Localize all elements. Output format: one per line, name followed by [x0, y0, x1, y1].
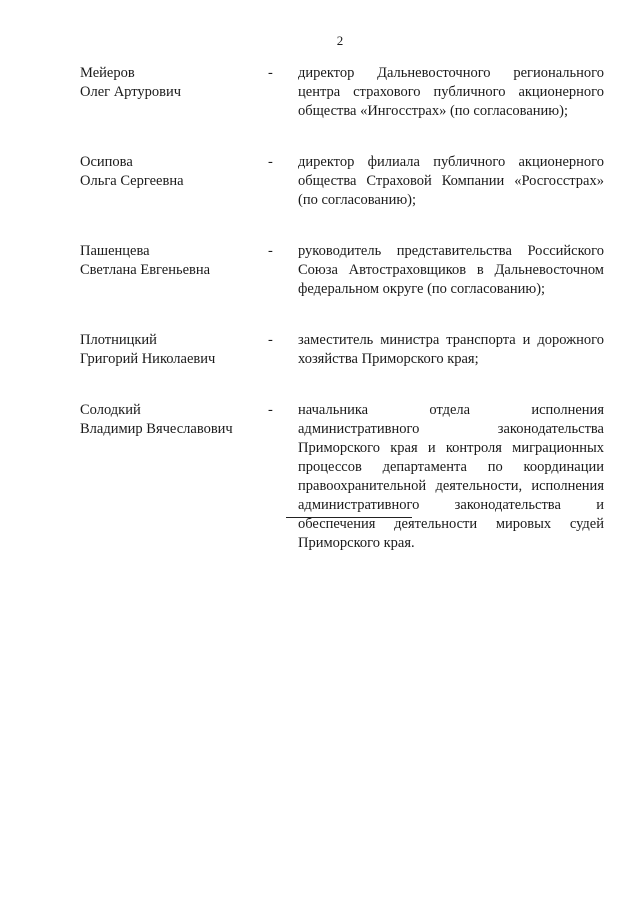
member-list: [80, 64, 604, 553]
member-given-names: Владимир Вячеславович: [80, 421, 233, 437]
member-surname: Мейеров: [80, 65, 135, 81]
list-item: [80, 331, 604, 369]
dash-separator: -: [268, 154, 273, 170]
list-item: [80, 242, 604, 299]
member-name: [80, 153, 268, 210]
member-name: [80, 331, 268, 369]
member-given-names: Светлана Евгеньевна: [80, 262, 211, 278]
dash-separator: -: [268, 332, 273, 348]
list-item: [80, 401, 604, 553]
member-surname: Плотницкий: [80, 332, 157, 348]
member-surname: Пашенцева: [80, 243, 150, 259]
page-number: 2: [336, 33, 344, 48]
member-name: [80, 242, 268, 299]
dash-separator: -: [268, 402, 273, 418]
member-position: руководитель представительства Российского Союза Автостраховщиков в Дальневосточном федеральном округе (по согласованию);: [298, 243, 604, 297]
dash-separator: -: [268, 65, 273, 81]
member-given-names: Ольга Сергеевна: [80, 173, 184, 189]
member-given-names: Григорий Николаевич: [80, 351, 216, 367]
list-item: [80, 64, 604, 121]
member-name: [80, 401, 268, 553]
end-separator-line: [286, 517, 412, 518]
member-position: заместитель министра транспорта и дорожного хозяйства Приморского края;: [298, 332, 604, 367]
member-position: начальника отдела исполнения административного законодательства Приморского края и контроля миграционных процессов департамента по координации правоохранительной деятельности, исполнения административного законодательства и обеспечения деятельности мировых судей Приморского края.: [298, 402, 604, 551]
member-surname: Осипова: [80, 154, 133, 170]
member-name: [80, 64, 268, 121]
member-given-names: Олег Артурович: [80, 84, 182, 100]
member-position: директор Дальневосточного регионального центра страхового публичного акционерного общества «Ингосстрах» (по согласованию);: [298, 65, 604, 119]
dash-separator: -: [268, 243, 273, 259]
member-position: директор филиала публичного акционерного общества Страховой Компании «Росгосстрах» (по согласованию);: [298, 154, 604, 208]
list-item: [80, 153, 604, 210]
member-surname: Солодкий: [80, 402, 141, 418]
